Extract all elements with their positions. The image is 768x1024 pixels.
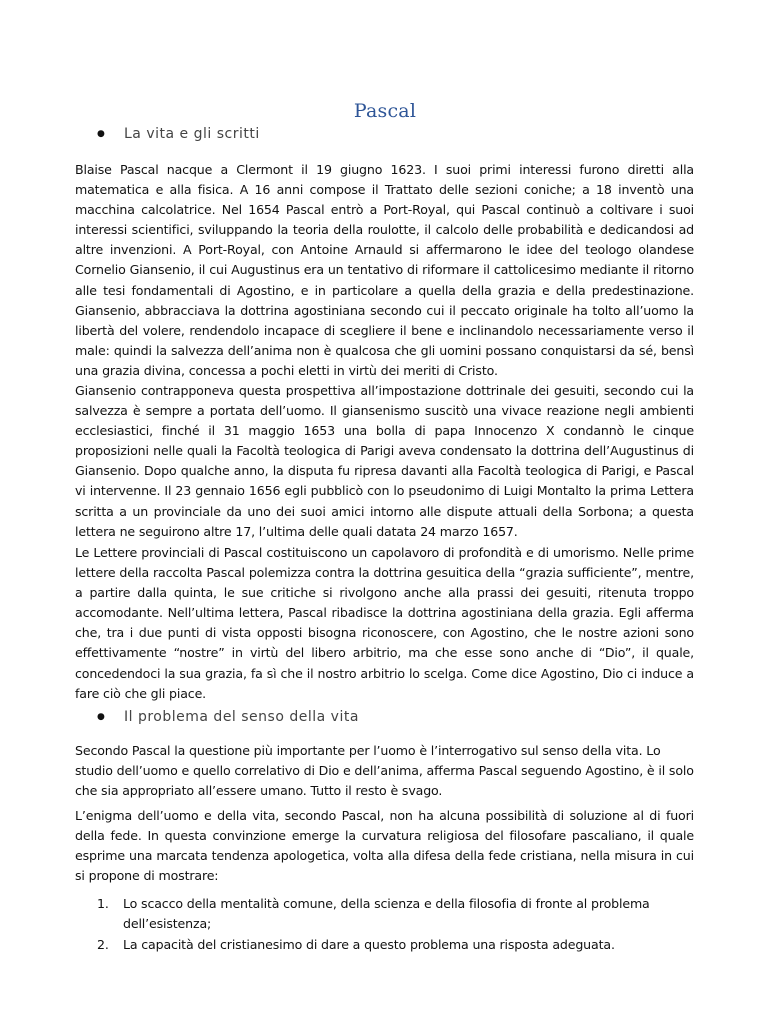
paragraph: Blaise Pascal nacque a Clermont il 19 giugno 1623. I suoi primi interessi furono diretti alla matematica e alla fisica. A 16 anni compose il Trattato delle sezioni coniche; a 18 inventò una macchina calcolatrice. Nel 1654 Pascal entrò a Port-Royal, qui Pascal continuò a coltivare i suoi interessi scientifici, sviluppando la teoria della roulotte, il calcolo delle probabilità e dedicandosi ad altre invenzioni. A Port-Royal, con Antoine Arnauld si affermarono le idee del teologo olandese Cornelio Giansenio, il cui Augustinus era un tentativo di riformare il cattolicesimo mediante il ritorno alle tesi fondamentali di Agostino, e in particolare a quella della grazia e della predestinazione. Giansenio, abbracciava la dottrina agostiniana secondo cui il peccato originale ha tolto all’uomo la libertà del volere, rendendolo incapace di scegliere il bene e inclinandolo necessariamente verso il male: quindi la salvezza dell’anima non è qualcosa che gli uomini possano conquistarsi da sé, bensì una grazia divina, concessa a pochi eletti in virtù dei meriti di Cristo. — [75, 162, 694, 378]
numbered-list — [97, 894, 677, 956]
page-title: Pascal — [353, 100, 417, 122]
list-number: 2. — [97, 937, 109, 953]
paragraph: Giansenio contrapponeva questa prospettiva all’impostazione dottrinale dei gesuiti, secondo cui la salvezza è sempre a portata dell’uomo. Il giansenismo suscitò una vivace reazione negli ambienti ecclesiastici, finché il 31 maggio 1653 una bolla di papa Innocenzo X condannò le cinque proposizioni nelle quali la Facoltà teologica di Parigi aveva condensato la dottrina dell’Augustinus di Giansenio. Dopo qualche anno, la disputa fu ripresa davanti alla Facoltà teologica di Parigi, e Pascal vi intervenne. Il 23 gennaio 1656 egli pubblicò con lo pseudonimo di Luigi Montalto la prima Lettera scritta a un provinciale da uno dei suoi amici intorno alle dispute attuali della Sorbona; a questa lettera ne seguirono altre 17, l’ultima delle quali datata 24 marzo 1657. — [75, 383, 694, 539]
list-item-text: La capacità del cristianesimo di dare a questo problema una risposta adeguata. — [123, 937, 615, 953]
list-number: 1. — [97, 896, 109, 911]
section-heading-label: La vita e gli scritti — [124, 126, 260, 142]
list-item-text: Lo scacco della mentalità comune, della scienza e della filosofia di fronte al problema dell’esistenza; — [123, 896, 650, 932]
paragraph: Le Lettere provinciali di Pascal costituiscono un capolavoro di profondità e di umorismo. Nelle prime lettere della raccolta Pascal polemizza contra la dottrina gesuitica della “grazia sufficiente”, mentre, a partire dalla quinta, le sue critiche si rivolgono anche alla prassi dei gesuiti, ritenuta troppo accomodante. Nell’ultima lettera, Pascal ribadisce la dottrina agostiniana della grazia. Egli afferma che, tra i due punti di vista opposti bisogna riconoscere, con Agostino, che le nostre azioni sono effettivamente “nostre” in virtù del libero arbitrio, ma che esse sono anche di “Dio”, il quale, concedendoci la sua grazia, fa sì che il nostro arbitrio lo scelga. Come dice Agostino, Dio ci induce a fare ciò che gli piace. — [75, 545, 694, 701]
paragraph: Secondo Pascal la questione più importante per l’uomo è l’interrogativo sul senso della vita. Lo studio dell’uomo e quello correlativo di Dio e dell’anima, afferma Pascal seguendo Agostino, è il solo che sia appropriato all’essere umano. Tutto il resto è svago. — [75, 743, 694, 799]
paragraph: L’enigma dell’uomo e della vita, secondo Pascal, non ha alcuna possibilità di soluzione al di fuori della fede. In questa convinzione emerge la curvatura religiosa del filosofare pascaliano, il quale esprime una marcata tendenza apologetica, volta alla difesa della fede cristiana, nella misura in cui si propone di mostrare: — [75, 808, 694, 884]
section-heading-senso — [97, 709, 359, 725]
list-item — [97, 894, 677, 934]
section-heading-label: Il problema del senso della vita — [124, 709, 359, 725]
list-item — [97, 935, 677, 955]
section-heading-vita — [97, 126, 260, 142]
bullet-icon: ● — [97, 712, 106, 722]
bullet-icon: ● — [97, 129, 106, 139]
